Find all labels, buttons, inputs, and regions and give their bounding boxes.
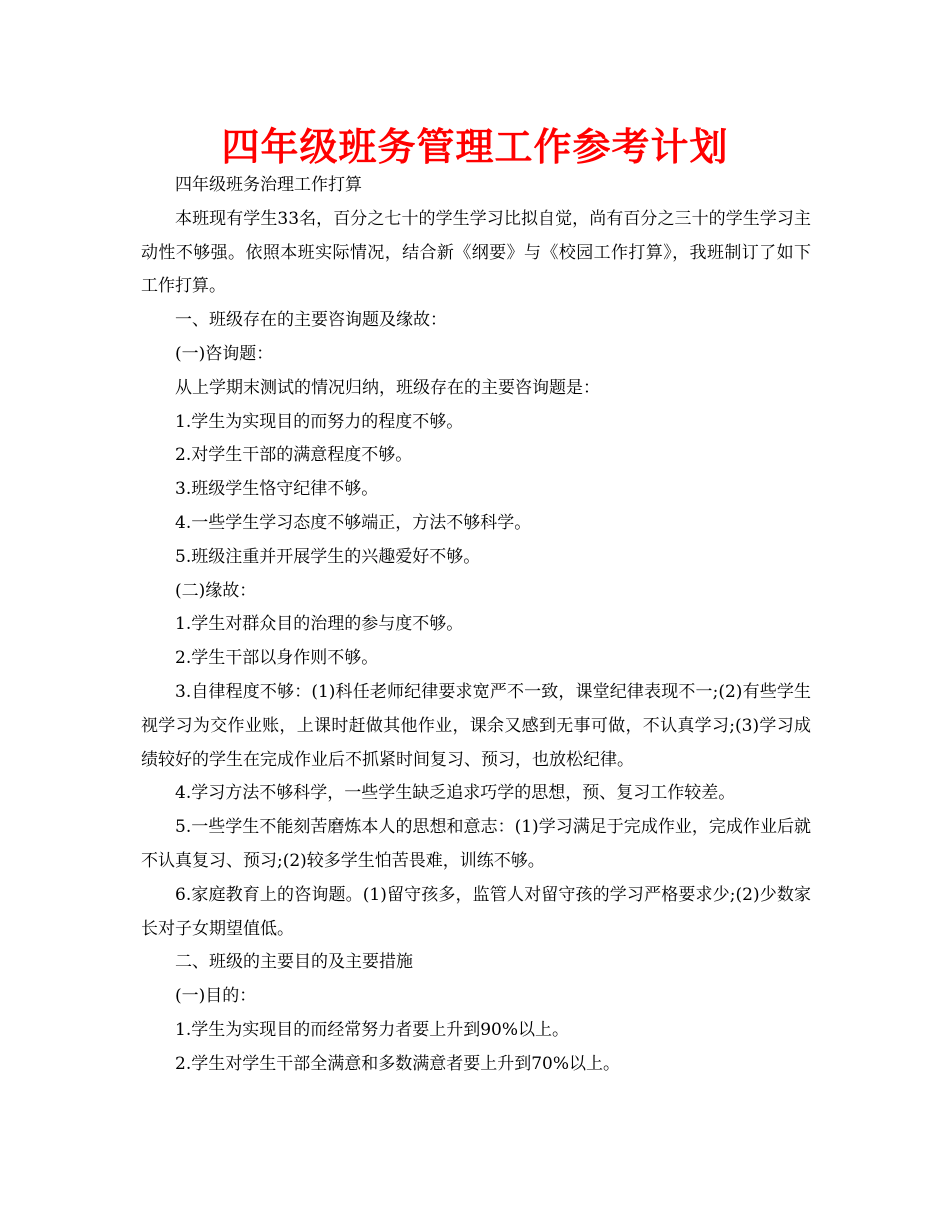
subsection-heading: (一)咨询题：	[175, 343, 274, 364]
subsection-heading: (一)目的：	[175, 986, 257, 1007]
section-heading: 一、班级存在的主要咨询题及缘故：	[175, 310, 447, 331]
list-item: 6.家庭教育上的咨询题。(1)留守孩多，监管人对留守孩的学习严格要求少;(2)少数家长对子女期望值低。	[141, 884, 811, 939]
subsection-heading: (二)缘故：	[175, 580, 257, 601]
list-item: 1.学生为实现目的而经常努力者要上升到90%以上。	[175, 1019, 570, 1040]
paragraph: 四年级班务治理工作打算	[175, 175, 362, 195]
list-item: 5.一些学生不能刻苦磨炼本人的思想和意志：(1)学习满足于完成作业，完成作业后就不认真复习、预习;(2)较多学生怕苦畏难，训练不够。	[141, 817, 811, 871]
list-item: 5.班级注重并开展学生的兴趣爱好不够。	[175, 546, 481, 567]
list-item: 1.学生对群众目的治理的参与度不够。	[175, 614, 464, 635]
list-item: 4.学习方法不够科学，一些学生缺乏追求巧学的思想，预、复习工作较差。	[175, 783, 736, 804]
section-heading: 二、班级的主要目的及主要措施	[175, 952, 413, 973]
list-item: 1.学生为实现目的而努力的程度不够。	[175, 411, 464, 432]
list-item: 3.自律程度不够：(1)科任老师纪律要求宽严不一致，课堂纪律表现不一;(2)有些学生视学习为交作业账，上课时赶做其他作业，课余又感到无事可做，不认真学习;(3)学习成绩较好的学生在完成作业后不抓紧时间复习、预习，也放松纪律。	[141, 681, 811, 770]
list-item: 4.一些学生学习态度不够端正，方法不够科学。	[175, 512, 532, 533]
paragraph: 本班现有学生33名，百分之七十的学生学习比拟自觉，尚有百分之三十的学生学习主动性不够强。依照本班实际情况，结合新《纲要》与《校园工作打算》，我班制订了如下工作打算。	[141, 208, 811, 297]
list-item: 2.学生对学生干部全满意和多数满意者要上升到70%以上。	[175, 1053, 621, 1074]
list-item: 3.班级学生恪守纪律不够。	[175, 479, 379, 500]
paragraph: 从上学期末测试的情况归纳，班级存在的主要咨询题是：	[175, 377, 600, 398]
document-title: 四年级班务管理工作参考计划	[221, 125, 729, 169]
list-item: 2.对学生干部的满意程度不够。	[175, 445, 413, 466]
document-body	[141, 169, 811, 1082]
list-item: 2.学生干部以身作则不够。	[175, 648, 379, 669]
